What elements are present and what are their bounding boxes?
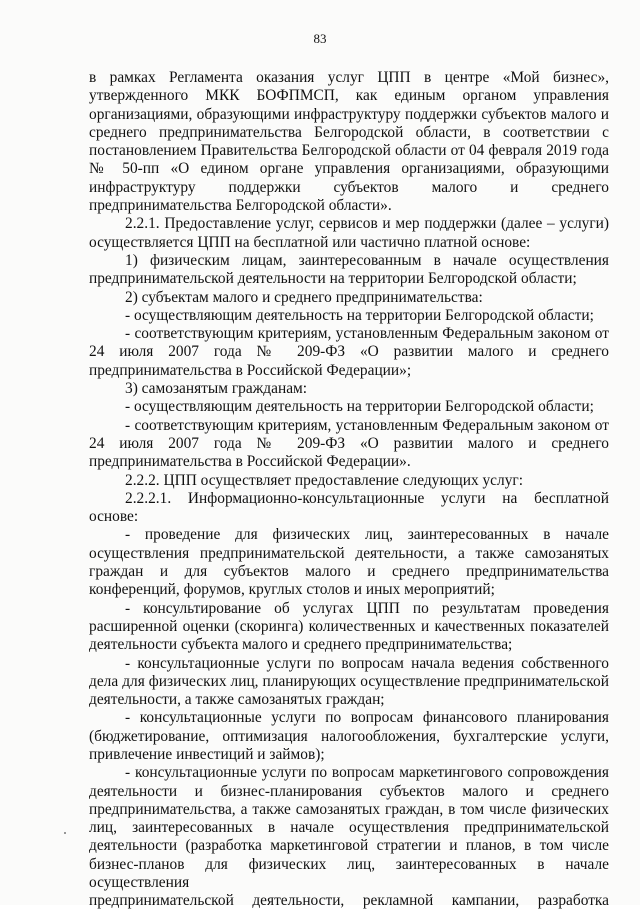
last-line-word: предпринимательской: [89, 892, 234, 910]
last-line-word: разработка: [537, 892, 609, 910]
list-item-self-employed-criteria: - соответствующим критериям, установленным Федеральным законом от 24 июля 2007 года № 209-ФЗ «О развитии малого и среднего предпринимательства в Российской Федерации».: [89, 416, 609, 471]
last-line-word: кампании,: [451, 892, 520, 910]
list-item-self-employed-territory: - осуществляющим деятельность на территории Белгородской области;: [125, 398, 594, 416]
service-item-marketing: - консультационные услуги по вопросам маркетингового сопровождения деятельности и бизнес-планирования субъектов малого и среднего предпринимательства, а также самозанятых граждан, в том числе физических лиц, заинтересованных в начале осуществления предпринимательской деятельности (разработка маркетинговой стратегии и планов, в том числе бизнес-планов для физических лиц, заинтересованных в начале осуществления: [89, 764, 609, 892]
list-item-sme-criteria: - соответствующим критериям, установленным Федеральным законом от 24 июля 2007 года № 209-ФЗ «О развитии малого и среднего предпринимательства в Российской Федерации»;: [89, 325, 609, 379]
paragraph-2-2-2-1: 2.2.2.1. Информационно-консультационные услуги на бесплатной основе:: [89, 489, 609, 526]
list-item-sme-territory: - осуществляющим деятельность на территории Белгородской области;: [125, 306, 594, 324]
page-number: 83: [313, 31, 327, 46]
list-item-individuals: 1) физическим лицам, заинтересованным в начале осуществления предпринимательской деятельности на территории Белгородской области;: [89, 251, 609, 288]
last-line: [89, 892, 609, 910]
service-item-startup: - консультационные услуги по вопросам начала ведения собственного дела для физических лиц, планирующих осуществление предпринимательской деятельности, а также самозанятых граждан;: [89, 654, 609, 709]
last-line-word: рекламной: [362, 892, 434, 910]
service-item-scoring: - консультирование об услугах ЦПП по результатам проведения расширенной оценки (скоринга) количественных и качественных показателей деятельности субъекта малого и среднего предпринимательства;: [89, 599, 609, 654]
last-line-word: деятельности,: [252, 892, 345, 910]
body-text: [89, 69, 609, 911]
paragraph-2-2-1: 2.2.1. Предоставление услуг, сервисов и мер поддержки (далее – услуги) осуществляется ЦПП на бесплатной или частично платной основе:: [89, 215, 609, 251]
scan-speck: [64, 832, 66, 834]
service-item-finance: - консультационные услуги по вопросам финансового планирования (бюджетирование, оптимизация налогообложения, бухгалтерские услуги, привлечение инвестиций и займов);: [89, 709, 609, 763]
service-item-events: - проведение для физических лиц, заинтересованных в начале осуществления предпринимательской деятельности, а также самозанятых граждан и для субъектов малого и среднего предпринимательства конференций, форумов, круглых столов и иных мероприятий;: [89, 526, 609, 599]
list-item-self-employed: 3) самозанятым гражданам:: [125, 380, 308, 398]
paragraph-regulation-basis: в рамках Регламента оказания услуг ЦПП в центре «Мой бизнес», утвержденного МКК БОФПМСП, как единым органом управления организациями, образующими инфраструктуру поддержки субъектов малого и среднего предпринимательства Белгородской области, в соответствии с постановлением Правительства Белгородской области от 04 февраля 2019 года № 50-пп «О едином органе управления организациями, образующими инфраструктуру поддержки субъектов малого и среднего предпринимательства Белгородской области».: [89, 69, 609, 215]
paragraph-2-2-2: 2.2.2. ЦПП осуществляет предоставление следующих услуг:: [125, 471, 523, 489]
list-item-sme: 2) субъектам малого и среднего предпринимательства:: [125, 288, 483, 306]
